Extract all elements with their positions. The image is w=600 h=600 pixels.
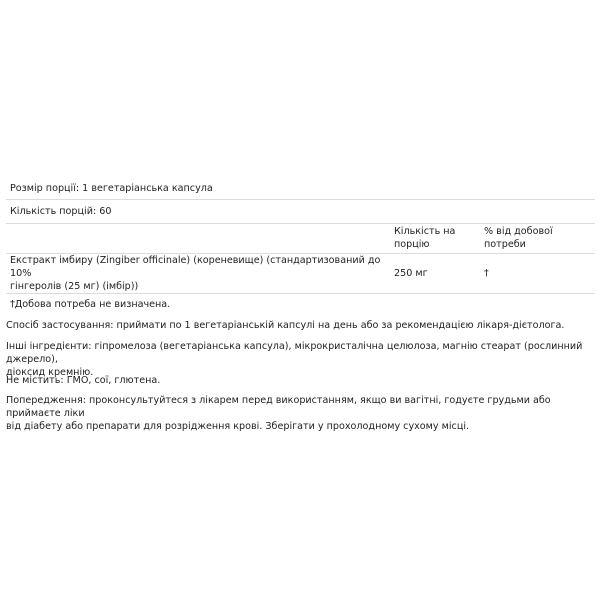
warning-line1: Попередження: проконсультуйтеся з лікарем перед використанням, якщо ви вагітні, годуєте грудьми або приймаєте ліки [6,395,551,419]
serving-size-row [6,178,595,199]
other-ingredients-line2: діоксид кремнію. [6,367,94,378]
footnote-row [6,293,595,316]
warning-text [6,394,591,433]
header-amount-line1: Кількість на [394,226,456,237]
free-of-text: Не містить: ГМО, сої, глютена. [6,375,161,386]
usage-text: Спосіб застосування: приймати по 1 вегетаріанській капсулі на день або за рекомендацією лікаря-дієтолога. [6,320,565,331]
other-ingredients-line1: Інші інгредієнти: гіпромелоза (вегетаріанська капсула), мікрокристалічна целюлоза, магнію стеарат (рослинний джерело), [6,341,583,365]
header-name-cell [6,223,390,253]
serving-size-text: Розмір порції: 1 вегетаріанська капсула [10,182,213,194]
supplement-facts-table [6,178,595,316]
header-row [6,223,595,253]
ingredient-amount-cell: 250 мг [394,267,428,279]
warning-line2: від діабету або препарати для розрідження крові. Зберігати у прохолодному сухому місці. [6,421,470,432]
header-dv-cell: % від добової потреби [484,226,553,250]
ingredient-row [6,253,595,293]
ingredient-name-line2: гінгеролів (25 мг) (імбір)) [10,280,139,292]
footnote-text: †Добова потреба не визначена. [10,299,171,311]
ingredient-name-line1: Екстракт імбиру (Zingiber officinale) (кореневище) (стандартизований до 10% [10,254,381,279]
servings-count-row [6,199,595,223]
servings-count-text: Кількість порцій: 60 [10,205,112,217]
ingredient-dv-cell: † [484,267,489,279]
ingredient-name-cell [6,253,390,293]
header-amount-cell [390,223,480,253]
header-amount-line2: порцію [394,239,430,250]
